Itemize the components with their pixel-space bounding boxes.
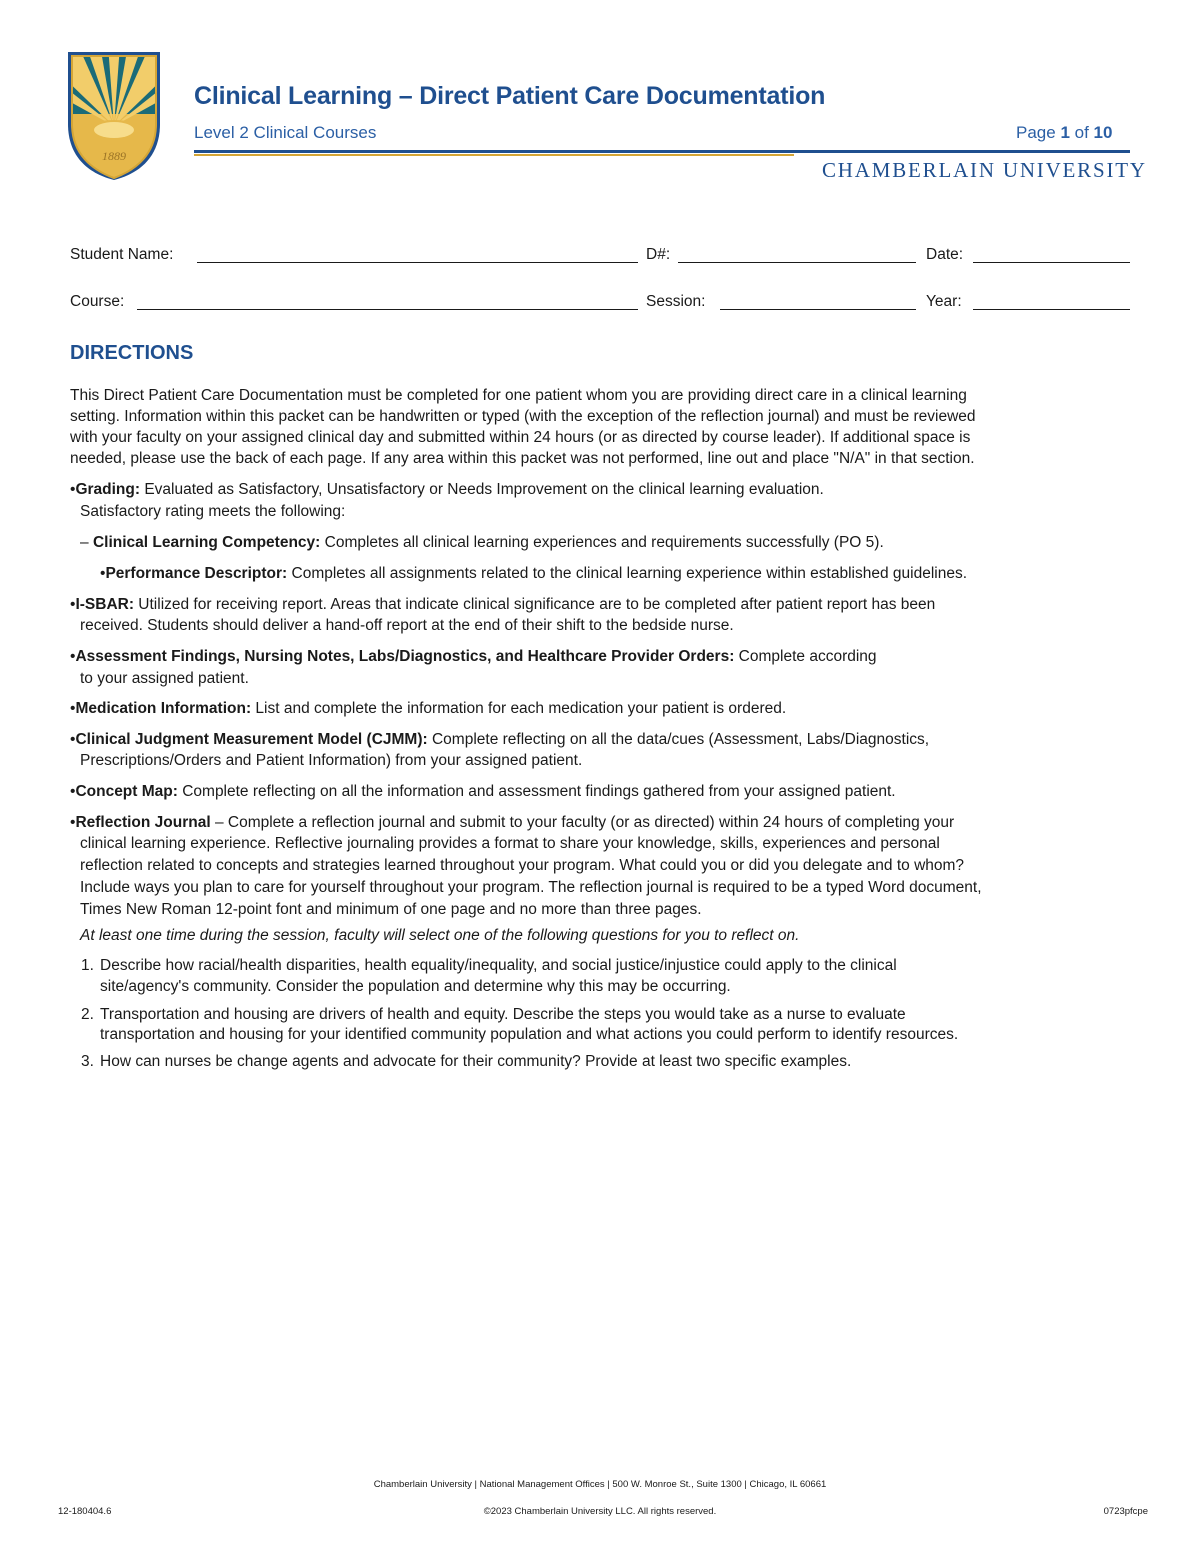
directions-heading: DIRECTIONS — [70, 342, 194, 364]
cjmm-item-cont: Prescriptions/Orders and Patient Information) from your assigned patient. — [80, 752, 583, 769]
logo-year: 1889 — [102, 149, 126, 163]
concept-map-item: •Concept Map: Complete reflecting on all the information and assessment findings gathered from your assigned patient. — [70, 783, 896, 800]
descriptor-item: •Performance Descriptor: Completes all assignments related to the clinical learning experience within established guidelines. — [100, 565, 968, 582]
footer-code: 0723pfcpe — [1103, 1506, 1148, 1517]
cjmm-item: •Clinical Judgment Measurement Model (CJMM): Complete reflecting on all the data/cues (Assessment, Labs/Diagnostics, — [70, 731, 930, 748]
university-wordmark: CHAMBERLAIN UNIVERSITY — [822, 158, 1147, 182]
year-field[interactable] — [973, 309, 1130, 310]
assessment-item: •Assessment Findings, Nursing Notes, Labs/Diagnostics, and Healthcare Provider Orders: Complete according — [70, 648, 877, 665]
grading-item-cont: Satisfactory rating meets the following: — [80, 503, 346, 520]
isbar-item-cont: received. Students should deliver a hand-off report at the end of their shift to the bedside nurse. — [80, 617, 734, 634]
intro-line: setting. Information within this packet can be handwritten or typed (with the exception of the reflection journal) and must be reviewed — [70, 408, 976, 425]
header-accent-rule — [194, 154, 794, 156]
question-text: site/agency's community. Consider the population and determine why this may be occurring. — [100, 978, 731, 995]
question-text: transportation and housing for your identified community population and what actions you could perform to identify resources. — [100, 1026, 959, 1043]
question-text: How can nurses be change agents and advocate for their community? Provide at least two specific examples. — [100, 1053, 852, 1070]
reflection-item-cont: clinical learning experience. Reflective journaling provides a format to share your knowledge, skills, experiences and personal — [80, 835, 940, 852]
question-text: Transportation and housing are drivers of health and equity. Describe the steps you would take as a nurse to evaluate — [100, 1006, 906, 1023]
intro-line: needed, please use the back of each page. If any area within this packet was not performed, line out and place "N/A" in that section. — [70, 450, 975, 467]
d-number-label: D#: — [646, 246, 671, 263]
reflection-item-cont: Include ways you plan to care for yourself throughout your program. The reflection journal is required to be a typed Word document, — [80, 879, 982, 896]
footer-address: Chamberlain University | National Management Offices | 500 W. Monroe St., Suite 1300 | Chicago, IL 60661 — [373, 1479, 827, 1490]
student-name-field[interactable] — [197, 262, 638, 263]
course-field[interactable] — [137, 309, 638, 310]
year-label: Year: — [926, 293, 962, 310]
session-field[interactable] — [720, 309, 916, 310]
isbar-item: •I-SBAR: Utilized for receiving report. Areas that indicate clinical significance are to be completed after patient report has been — [70, 596, 936, 613]
question-number: 3. — [81, 1053, 94, 1070]
reflection-item-cont: Times New Roman 12-point font and minimum of one page and no more than three pages. — [80, 901, 702, 918]
student-name-label: Student Name: — [70, 246, 174, 263]
competency-item: – Clinical Learning Competency: Completes all clinical learning experiences and requirements successfully (PO 5). — [80, 534, 884, 551]
document-title: Clinical Learning – Direct Patient Care Documentation — [194, 82, 826, 110]
footer-doc-id: 12-180404.6 — [58, 1506, 112, 1517]
d-number-field[interactable] — [678, 262, 916, 263]
course-label: Course: — [70, 293, 125, 310]
session-label: Session: — [646, 293, 706, 310]
reflection-item-cont: reflection related to concepts and strategies learned throughout your program. What could you or did you delegate and to whom? — [80, 857, 965, 874]
question-number: 2. — [81, 1006, 94, 1023]
grading-item: •Grading: Evaluated as Satisfactory, Unsatisfactory or Needs Improvement on the clinical learning evaluation. — [70, 481, 824, 498]
intro-line: This Direct Patient Care Documentation must be completed for one patient whom you are providing direct care in a clinical learning — [70, 387, 967, 404]
question-text: Describe how racial/health disparities, health equality/inequality, and social justice/injustice could apply to the clinical — [100, 957, 897, 974]
assessment-item-cont: to your assigned patient. — [80, 670, 249, 687]
footer-copyright: ©2023 Chamberlain University LLC. All rights reserved. — [483, 1506, 717, 1517]
header-rule — [194, 150, 1130, 153]
date-label: Date: — [926, 246, 964, 263]
date-field[interactable] — [973, 262, 1130, 263]
faculty-note: At least one time during the session, faculty will select one of the following questions for you to reflect on. — [80, 927, 800, 944]
page-indicator: Page 1 of 10 — [1016, 123, 1113, 142]
reflection-item: •Reflection Journal – Complete a reflection journal and submit to your faculty (or as directed) within 24 hours of completing your — [70, 814, 955, 831]
chamberlain-shield-logo — [66, 50, 162, 180]
medication-item: •Medication Information: List and complete the information for each medication your patient is ordered. — [70, 700, 787, 717]
intro-line: with your faculty on your assigned clinical day and submitted within 24 hours (or as directed by course leader). If additional space is — [70, 429, 971, 446]
document-subtitle: Level 2 Clinical Courses — [194, 123, 377, 142]
question-number: 1. — [81, 957, 94, 974]
